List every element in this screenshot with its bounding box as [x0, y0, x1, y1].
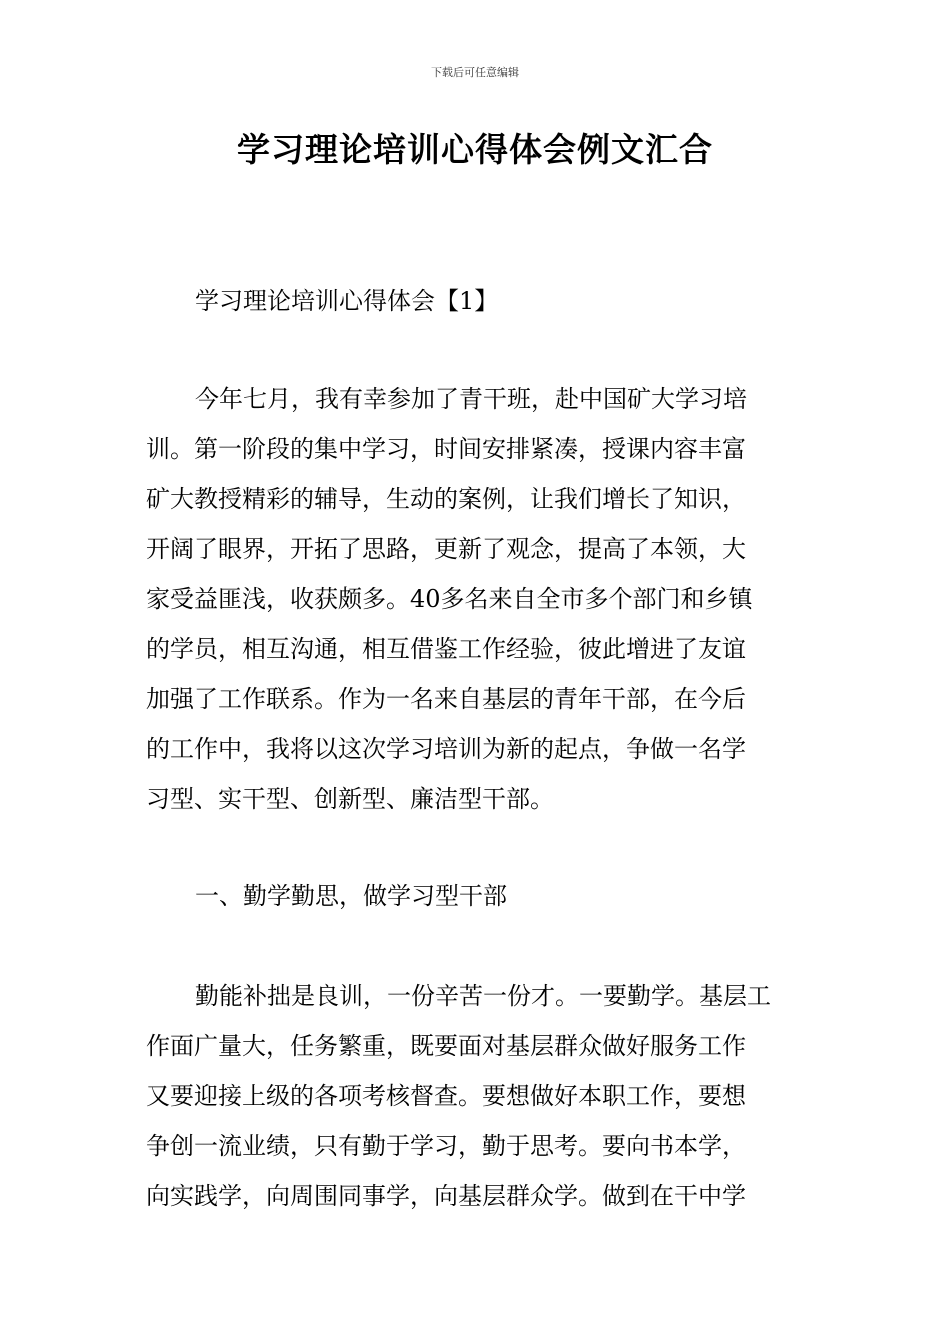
paragraph-line: 家受益匪浅，收获颇多。40多名来自全市多个部门和乡镇	[146, 585, 753, 613]
paragraph-intro	[146, 374, 808, 824]
paragraph-line: 今年七月，我有幸参加了青干班，赴中国矿大学习培	[195, 385, 747, 413]
header-note: 下载后可任意编辑	[431, 66, 519, 79]
paragraph-line: 向实践学，向周围同事学，向基层群众学。做到在干中学	[146, 1182, 746, 1210]
paragraph-line: 开阔了眼界，开拓了思路，更新了观念，提高了本领，大	[146, 535, 746, 563]
paragraph-line: 争创一流业绩，只有勤于学习，勤于思考。要向书本学，	[146, 1132, 746, 1160]
section-heading: 学习理论培训心得体会【1】	[195, 287, 499, 315]
paragraph-line: 作面广量大，任务繁重，既要面对基层群众做好服务工作	[146, 1032, 746, 1060]
paragraph-diligence	[146, 971, 808, 1221]
paragraph-line: 又要迎接上级的各项考核督查。要想做好本职工作，要想	[146, 1082, 746, 1110]
subheading: 一、勤学勤思，做学习型干部	[195, 882, 507, 910]
paragraph-line: 矿大教授精彩的辅导，生动的案例，让我们增长了知识，	[146, 485, 746, 513]
paragraph-line: 的学员，相互沟通，相互借鉴工作经验，彼此增进了友谊	[146, 635, 746, 663]
paragraph-line: 训。第一阶段的集中学习，时间安排紧凑，授课内容丰富	[146, 435, 746, 463]
paragraph-line: 勤能补拙是良训，一份辛苦一份才。一要勤学。基层工	[195, 982, 771, 1010]
paragraph-line: 的工作中，我将以这次学习培训为新的起点，争做一名学	[146, 735, 746, 763]
document-title: 学习理论培训心得体会例文汇合	[237, 130, 713, 169]
paragraph-line: 加强了工作联系。作为一名来自基层的青年干部，在今后	[146, 685, 746, 713]
paragraph-line: 习型、实干型、创新型、廉洁型干部。	[146, 785, 554, 813]
